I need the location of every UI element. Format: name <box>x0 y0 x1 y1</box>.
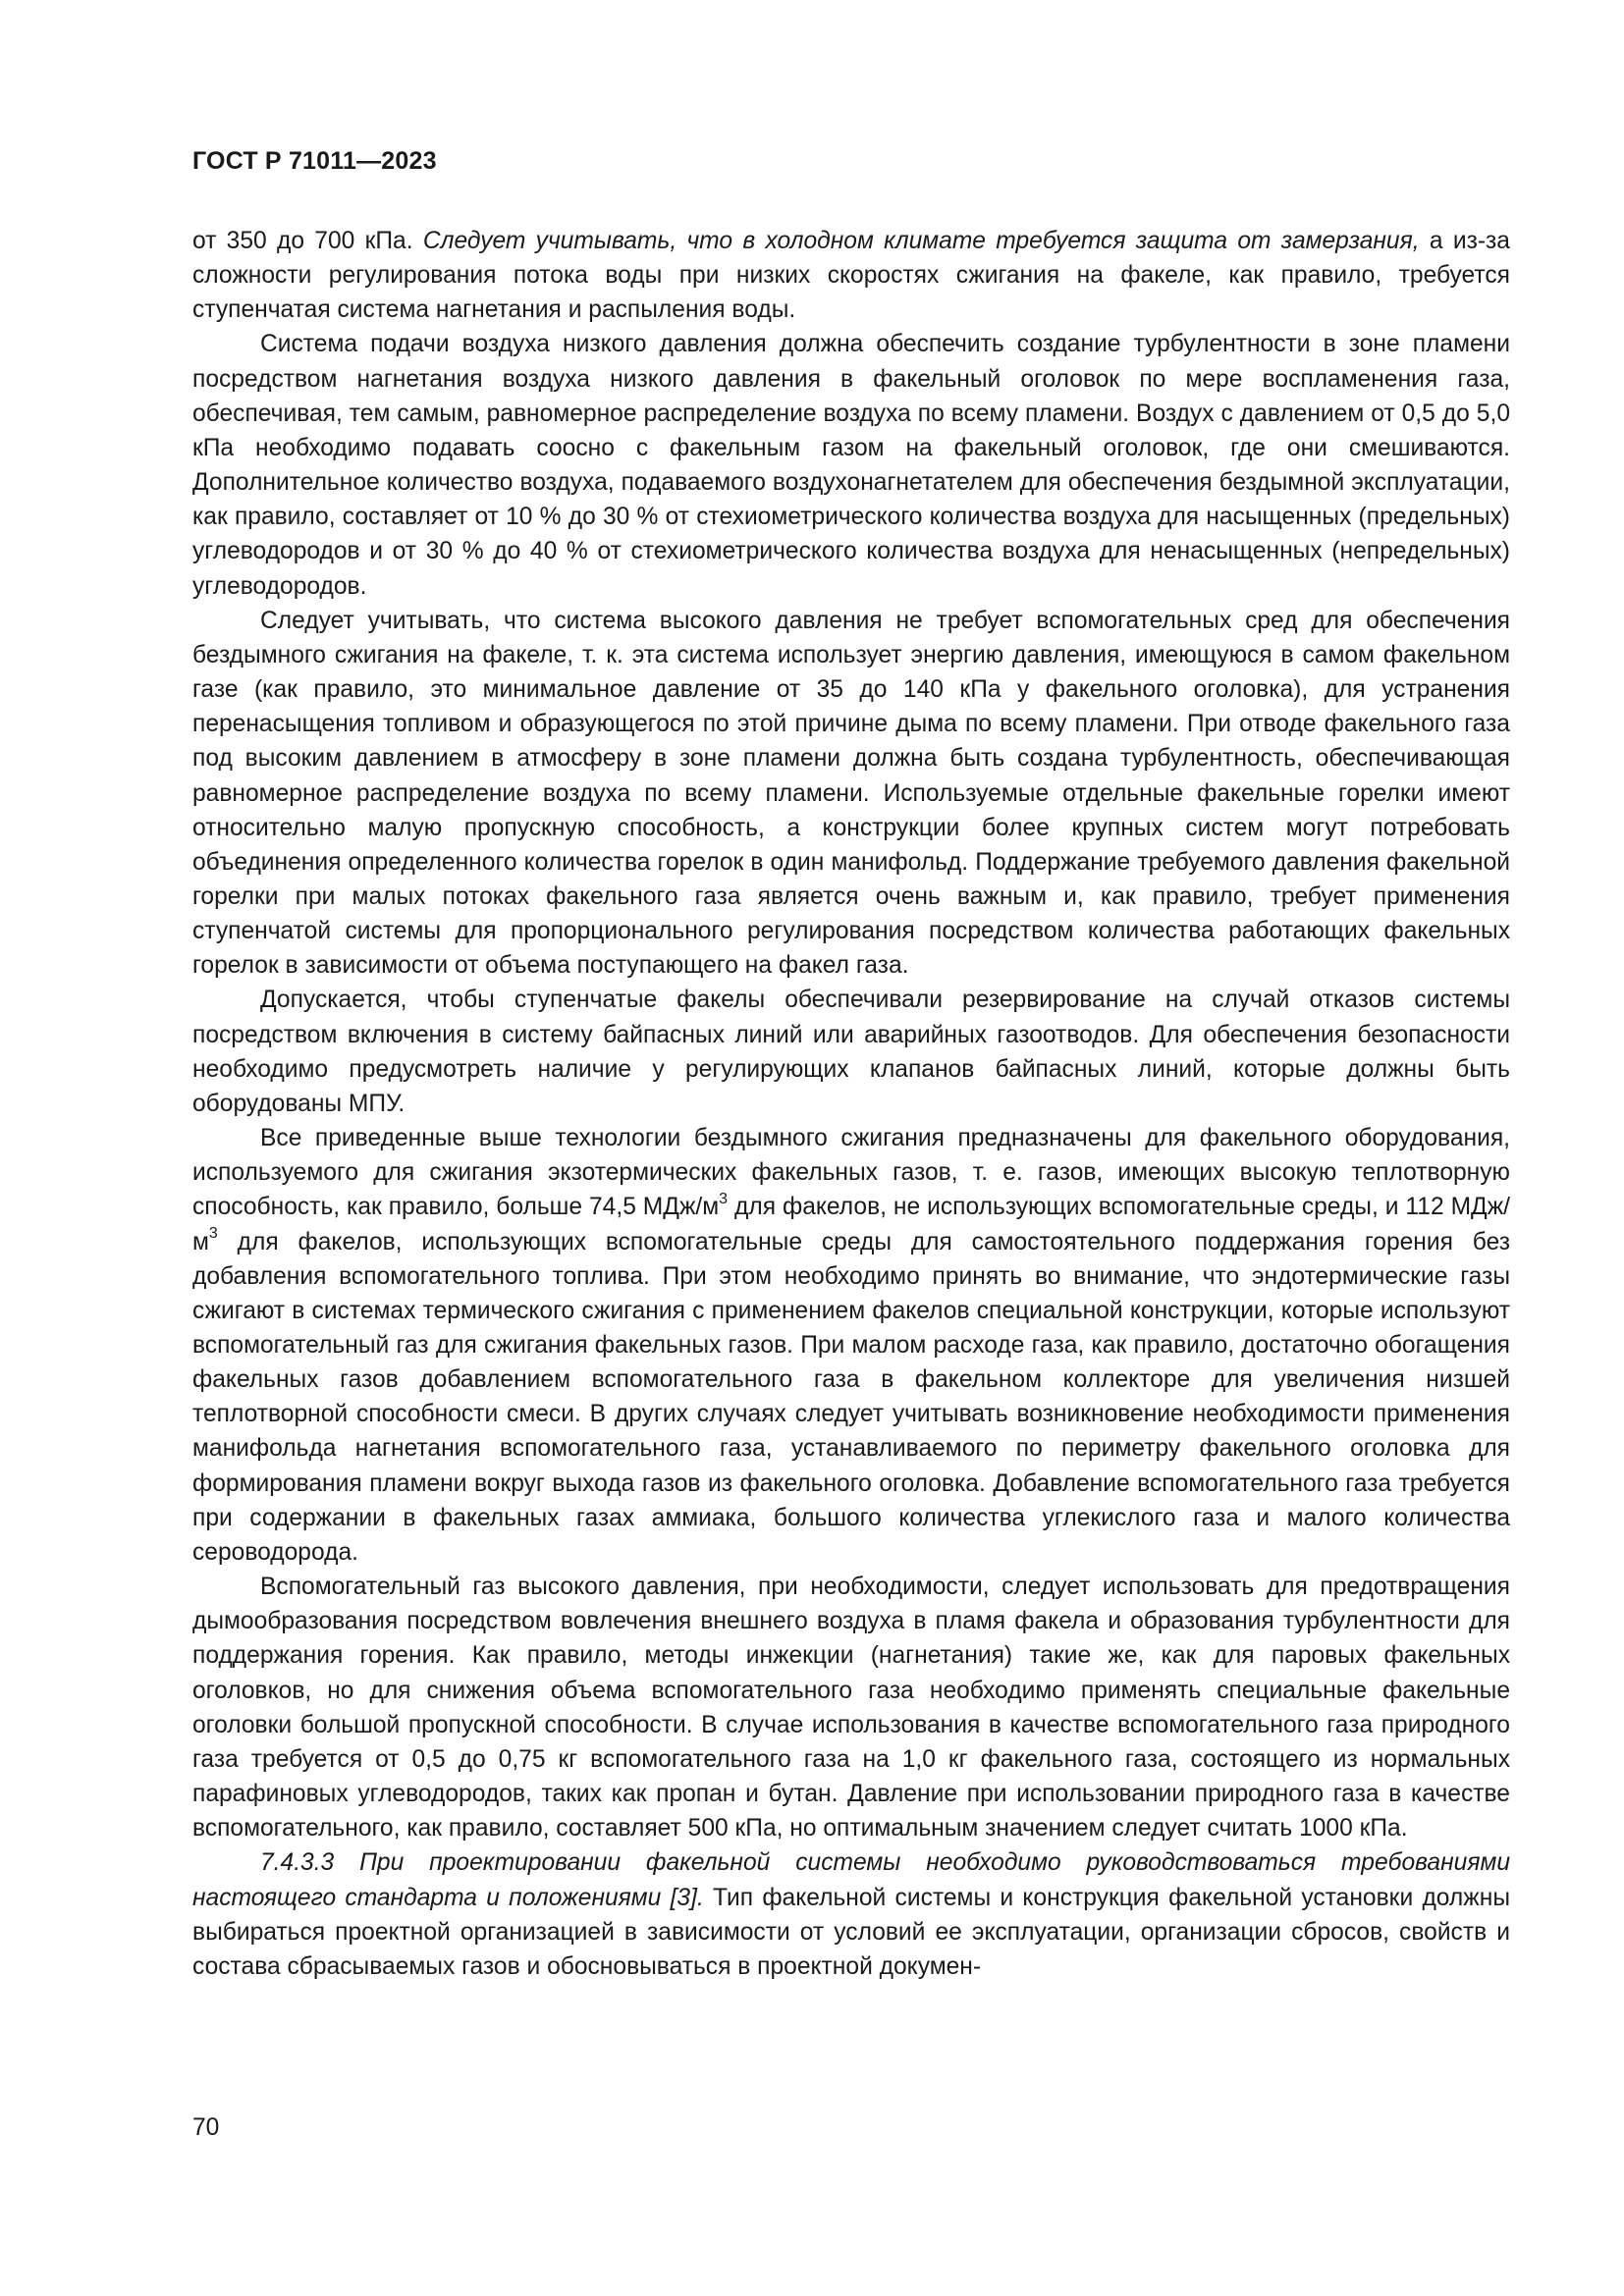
paragraph-auxiliary-gas: Вспомогательный газ высокого давления, при необходимости, следует использовать для предотвращения дымообразования посредством вовлечения внешнего воздуха в пламя факела и образования турбулентности для поддержания горения. Как правило, методы инжекции (нагнетания) такие же, как для паровых факельных оголовков, но для снижения объема вспомогательного газа необходимо применять специальные факельные оголовки большой пропускной способности. В случае использования в качестве вспомогательного газа природного газа требуется от 0,5 до 0,75 кг вспомогательного газа на 1,0 кг факельного газа, состоящего из нормальных парафиновых углеводородов, таких как пропан и бутан. Давление при использовании природного газа в качестве вспомогательного, как правило, составляет 500 кПа, но оптимальным значением следует считать 1000 кПа. <box>192 1574 1510 1842</box>
paragraph-smokeless-technologies <box>192 1121 1510 1570</box>
italic-text-run: Следует учитывать, что в холодном климате требуется защита от замерзания, <box>422 228 1420 254</box>
text-run: для факелов, не использующих вспомогательные среды, и 112 МДж/м <box>192 1194 1510 1255</box>
text-run: для факелов, использующих вспомогательные среды для самостоятельного поддержания горения без добавления вспомогательного топлива. При этом необходимо принять во внимание, что эндотермические газы сжигают в системах термического сжигания с применением факелов специальной конструкции, которые используют вспомогательный газ для сжигания факельных газов. При малом расходе газа, как правило, достаточно обогащения факельных газов добавлением вспомогательного газа в факельном коллекторе для увеличения низшей теплотворной способности смеси. В других случаях следует учитывать возникновение необходимости применения манифольда нагнетания вспомогательного газа, устанавливаемого по периметру факельного оголовка для формирования пламени вокруг выхода газов из факельного оголовка. Добавление вспомогательного газа требуется при содержании в факельных газах аммиака, большого количества углекислого газа и малого количества сероводорода. <box>192 1228 1510 1566</box>
paragraph-clause-7-4-3-3 <box>192 1845 1510 1984</box>
superscript: 3 <box>208 1225 218 1243</box>
italic-text-run: 7.4.3.3 При проектировании факельной системы необходимо руководствоваться требованиями настоящего стандарта и положениями [3]. <box>192 1849 1510 1911</box>
paragraph-high-pressure-system: Следует учитывать, что система высокого давления не требует вспомогательных сред для обеспечения бездымного сжигания на факеле, т. к. эта система использует энергию давления, имеющуюся в самом факельном газе (как правило, это минимальное давление от 35 до 140 кПа у факельного оголовка), для устранения перенасыщения топливом и образующегося по этой причине дыма по всему пламени. При отводе факельного газа под высоким давлением в атмосферу в зоне пламени должна быть создана турбулентность, обеспечивающая равномерное распределение воздуха по всему пламени. Используемые отдельные факельные горелки имеют относительно малую пропускную способность, а конструкции более крупных систем могут потребовать объединения определенного количества горелок в один манифольд. Поддержание требуемого давления факельной горелки при малых потоках факельного газа является очень важным и, как правило, требует применения ступенчатой системы для пропорционального регулирования посредством количества работающих факельных горелок в зависимости от объема поступающего на факел газа. <box>192 607 1510 980</box>
text-run: Все приведенные выше технологии бездымного сжигания предназначены для факельного оборудования, используемого для сжигания экзотермических факельных газов, т. е. газов, имеющих высокую теплотворную способность, как правило, больше 74,5 МДж/м <box>192 1125 1510 1221</box>
document-body <box>192 224 1510 1984</box>
text-run: от 350 до 700 кПа. <box>192 228 423 254</box>
paragraph-water-injection-continuation <box>192 224 1510 327</box>
paragraph-low-pressure-air: Система подачи воздуха низкого давления должна обеспечить создание турбулентности в зоне пламени посредством нагнетания воздуха низкого давления в факельный оголовок по мере воспламенения газа, обеспечивая, тем самым, равномерное распределение воздуха по всему пламени. Воздух с давлением от 0,5 до 5,0 кПа необходимо подавать соосно с факельным газом на факельный оголовок, где они смешиваются. Дополнительное количество воздуха, подаваемого воздухонагнетателем для обеспечения бездымной эксплуатации, как правило, составляет от 10 % до 30 % от стехиометрического количества воздуха для насыщенных (предельных) углеводородов и от 30 % до 40 % от стехиометрического количества воздуха для ненасыщенных (непредельных) углеводородов. <box>192 331 1510 600</box>
document-header-title: ГОСТ Р 71011—2023 <box>192 147 437 175</box>
text-run: а из-за сложности регулирования потока воды при низких скоростях сжигания на факеле, как правило, требуется ступенчатая система нагнетания и распыления воды. <box>192 228 1510 324</box>
page-number: 70 <box>192 2114 220 2141</box>
text-run: Тип факельной системы и конструкция факельной установки должны выбираться проектной организацией в зависимости от условий ее эксплуатации, организации сбросов, свойств и состава сбрасываемых газов и обосновываться в проектной докумен- <box>192 1884 1510 1980</box>
superscript: 3 <box>719 1191 729 1208</box>
paragraph-staged-flares: Допускается, чтобы ступенчатые факелы обеспечивали резервирование на случай отказов системы посредством включения в систему байпасных линий или аварийных газоотводов. Для обеспечения безопасности необходимо предусмотреть наличие у регулирующих клапанов байпасных линий, которые должны быть оборудованы МПУ. <box>192 987 1510 1117</box>
